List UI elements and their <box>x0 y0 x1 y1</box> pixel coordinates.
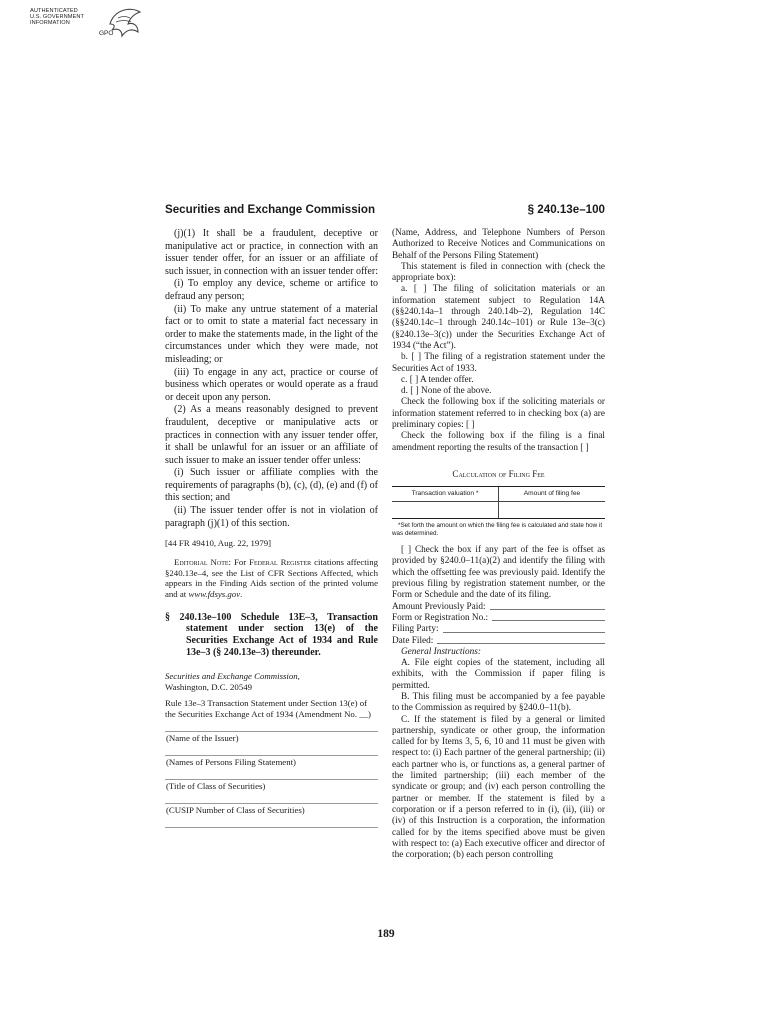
stamp-line-3: INFORMATION <box>30 20 70 26</box>
fee-table-row <box>392 501 605 518</box>
stamp-line-1: AUTHENTICATED <box>30 8 78 14</box>
fill-line <box>165 768 378 780</box>
caption-part-1: alculation of <box>458 468 509 479</box>
general-instructions-heading: General Instructions: <box>401 646 481 657</box>
checkbox-c: c. [ ] A tender offer. <box>401 374 474 385</box>
field-label: Form or Registration No.: <box>392 612 489 623</box>
running-head-agency: Securities and Exchange Commission <box>165 203 376 216</box>
eagle-seal-icon <box>104 4 144 44</box>
paragraph-j2-i: (i) Such issuer or affiliate complies with the requirements of paragraphs (b), (c), (d), (e) and (f) of this section; and <box>165 467 378 504</box>
fill-line <box>165 744 378 756</box>
paragraph-j1-ii: (ii) To make any untrue statement of a material fact or to omit to state a material fact necessary in order to make the statements made, in the light of the circumstances under which they were made, not misleading; or <box>165 303 378 365</box>
fill-label-persons-filing: (Names of Persons Filing Statement) <box>166 757 296 767</box>
editorial-note-url[interactable]: www.fdsys.gov <box>188 589 241 600</box>
instruction-a: A. File eight copies of the statement, including all exhibits, with the Commission if paper filing is permitted. <box>392 658 605 691</box>
running-head <box>165 203 605 219</box>
paragraph-j1: (j)(1) It shall be a fraudulent, deceptive or manipulative act or practice, in connection with an issuer tender offer, for an issuer or an affiliate of such issuer, in connection with an issuer tender offer: <box>165 228 378 277</box>
field-label: Amount Previously Paid: <box>392 601 486 612</box>
form-title: Rule 13e–3 Transaction Statement under Section 13(e) of the Securities Exchange Act of 1934 (Amendment No. __) <box>165 698 371 720</box>
fill-line <box>165 720 378 732</box>
stamp-gpo: GPO <box>99 30 114 37</box>
field-date-filed <box>392 636 605 647</box>
fee-table-footnote: *Set forth the amount on which the filing fee is calculated and state how it was determined. <box>392 521 603 537</box>
field-filing-party <box>392 624 605 635</box>
fee-table-header-row <box>392 486 605 501</box>
field-amount-previously-paid <box>392 602 605 613</box>
checkbox-a: a. [ ] The filing of solicitation materials or an information statement subject to Regulation 14A (§§240.14a–1 through 240.14b–2), Regulation 14C (§§240.14c–1 through 240.14c–101) or Rule 13e–3(c) (§240.13e–3(c)) under the Securities Exchange Act of 1934 (“the Act”). <box>392 284 605 351</box>
instruction-b: B. This filing must be accompanied by a fee payable to the Commission as required by §240.0–11(b). <box>392 691 605 714</box>
fee-table-cell-amount <box>499 501 606 518</box>
field-line <box>490 609 605 610</box>
paragraph-j1-i: (i) To employ any device, scheme or artifice to defraud any person; <box>165 278 378 302</box>
page-number: 189 <box>377 928 395 940</box>
field-label: Date Filed: <box>392 635 434 646</box>
preliminary-copies-check: Check the following box if the soliciting materials or information statement referred to in checking box (a) are preliminary copies: [ ] <box>392 397 605 431</box>
editorial-note-end: . <box>240 589 243 600</box>
caption-c: C <box>452 468 459 479</box>
field-line <box>492 620 605 621</box>
instruction-c: C. If the statement is filed by a general or limited partnership, syndicate or other group, the information called for by Items 3, 5, 6, 10 and 11 must be given with respect to: (i) Each partner of the general partnership; (ii) each partner who is, or functions as, a general partner of the limited partnership; (iii) each member of the syndicate or group; and (iv) each person controlling the partner or member. If the statement is filed by a corporation or if a person referred to in (i), (ii), (iii) or (iv) of this Instruction is a corporation, the information called for by the items specified above must be given with respect to: (a) Each executive officer and director of the corporation; (b) each person controlling <box>392 714 605 861</box>
fill-label-cusip: (CUSIP Number of Class of Securities) <box>166 805 305 815</box>
caption-f-2: F <box>532 468 538 479</box>
running-head-section: § 240.13e–100 <box>527 203 605 216</box>
caption-part-2: iling <box>513 468 533 479</box>
paragraph-j1-iii: (iii) To engage in any act, practice or course of business which operates or would operate as a fraud or deceit upon any person. <box>165 366 378 403</box>
paragraph-j2: (2) As a means reasonably designed to prevent fraudulent, deceptive or manipulative acts or practices in connection with any issuer tender offer, it shall be unlawful for an issuer or an affiliate of such issuer to make an issuer tender offer unless: <box>165 404 378 466</box>
paragraph-j2-ii: (ii) The issuer tender offer is not in violation of paragraph (j)(1) of this section. <box>165 505 378 529</box>
field-label: Filing Party: <box>392 624 439 635</box>
checkbox-d: d. [ ] None of the above. <box>401 386 492 397</box>
field-line <box>443 632 605 633</box>
left-column <box>165 228 378 828</box>
final-amendment-check: Check the following box if the filing is a final amendment reporting the results of the transaction [ ] <box>392 431 605 453</box>
fill-line <box>165 816 378 828</box>
section-heading: § 240.13e–100 Schedule 13E–3, Transaction statement under section 13(e) of the Securities Exchange Act of 1934 and Rule 13e–3 (§ 240.13e–3) thereunder. <box>165 611 378 659</box>
caption-part-3: ee <box>537 468 545 479</box>
field-line <box>437 643 605 644</box>
field-form-registration-no <box>392 613 605 624</box>
checkbox-b: b. [ ] The filing of a registration statement under the Securities Act of 1933. <box>392 352 605 374</box>
editorial-note-fr: Federal Register <box>249 557 312 568</box>
fr-citation: [44 FR 49410, Aug. 22, 1979] <box>165 538 272 549</box>
editorial-note-label: Editorial Note: <box>174 557 232 568</box>
editorial-note-text-2: citations affecting §240.13e–4, see the List of CFR Sections Affected, which appears in the Finding Aids section of the printed volume and at <box>165 557 378 600</box>
caption-f-1: F <box>508 468 514 479</box>
agency-name: Securities and Exchange Commission, <box>165 670 300 681</box>
fill-label-issuer: (Name of the Issuer) <box>166 733 239 743</box>
fill-label-class: (Title of Class of Securities) <box>166 781 266 791</box>
fee-table-header-valuation: Transaction valuation * <box>392 486 499 501</box>
stamp-line-2: U.S. GOVERNMENT <box>30 14 85 20</box>
authorized-person-label: (Name, Address, and Telephone Numbers of Person Authorized to Receive Notices and Communications on Behalf of the Persons Filing Statement) <box>392 228 605 261</box>
right-column <box>392 228 605 861</box>
fee-table <box>392 486 605 519</box>
fee-table-cell-valuation <box>392 501 499 518</box>
editorial-note <box>165 557 378 599</box>
offset-fee-paragraph: [ ] Check the box if any part of the fee is offset as provided by §240.0–11(a)(2) and identify the filing with which the offsetting fee was previously paid. Identify the previous filing by registration statement number, or the Form or Schedule and the date of its filing. <box>392 545 605 601</box>
fill-line <box>165 792 378 804</box>
fee-table-caption <box>392 468 605 480</box>
editorial-note-text-1: For <box>231 557 250 568</box>
filing-connection-intro: This statement is filed in connection with (check the appropriate box): <box>392 261 605 284</box>
agency-city: Washington, D.C. 20549 <box>165 681 253 692</box>
fee-table-header-amount: Amount of filing fee <box>499 486 606 501</box>
authentication-stamp <box>28 4 148 48</box>
